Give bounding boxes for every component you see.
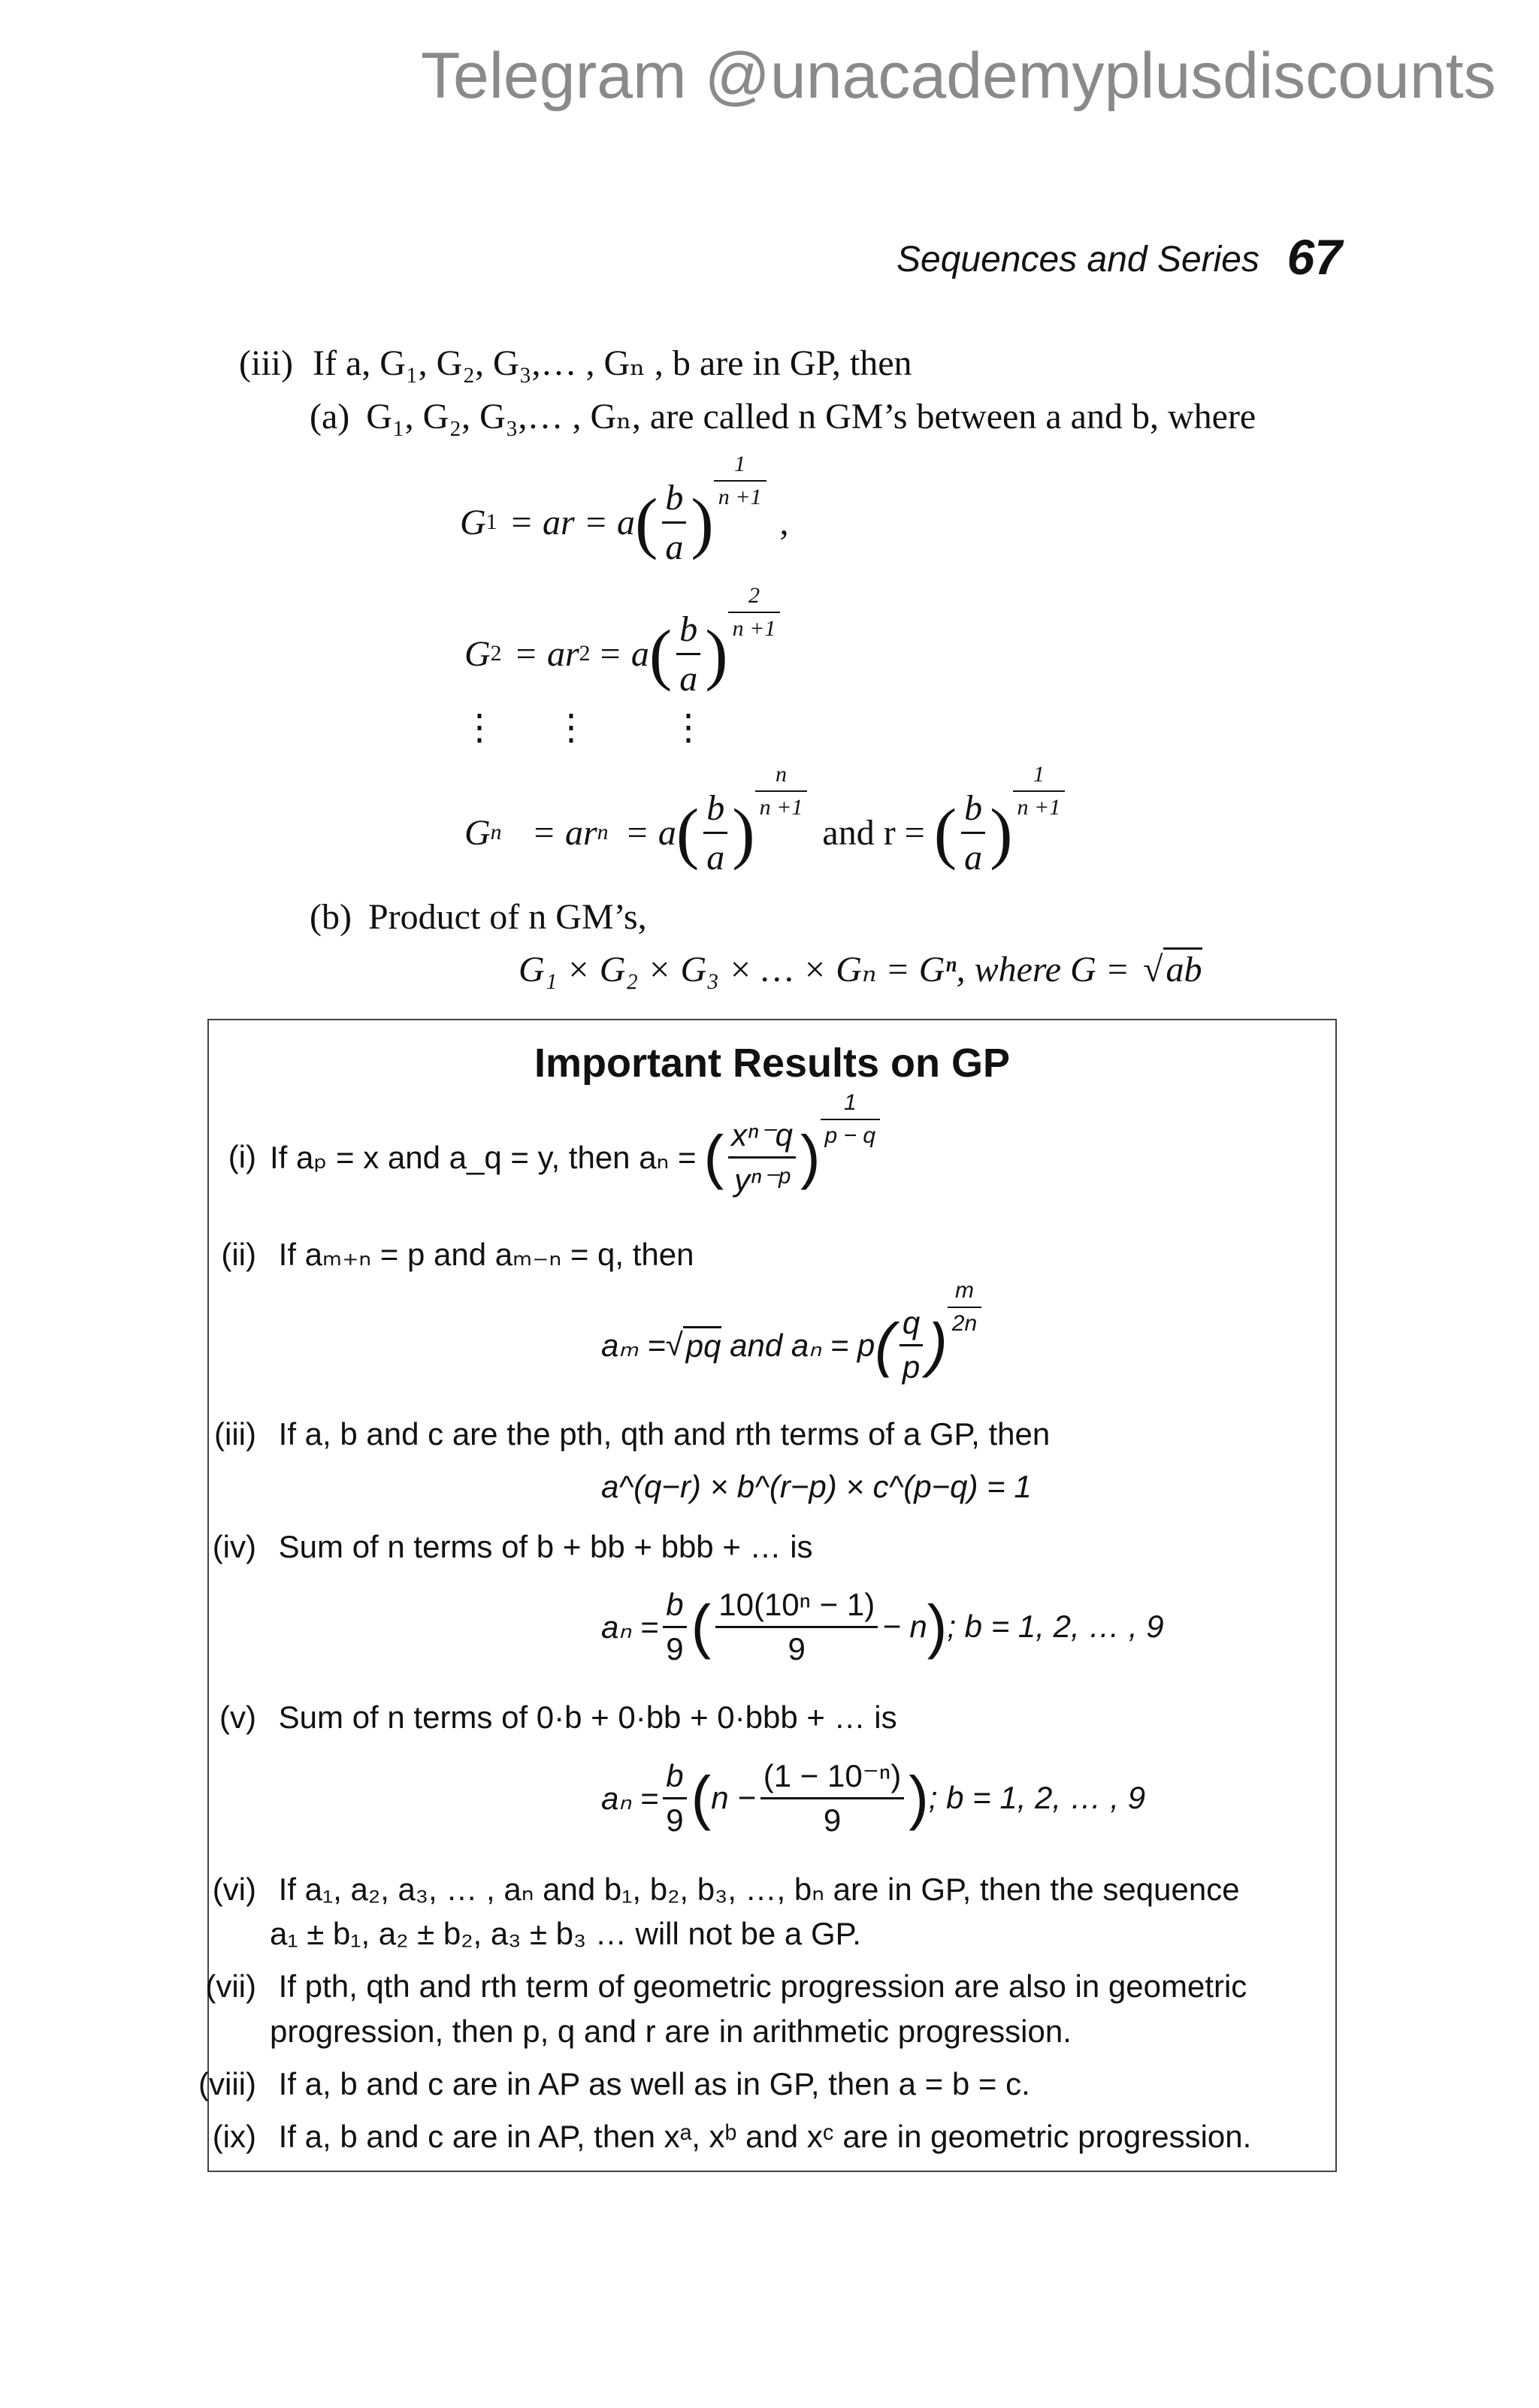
result-iv-coeff-den: 9 [666, 1630, 684, 1666]
result-label: (ii) [221, 1237, 256, 1272]
g1-exp-num: 1 [714, 452, 766, 482]
g2-mid: = ar [513, 633, 579, 674]
g1-fraction [662, 477, 686, 568]
result-iii [185, 1416, 1050, 1452]
result-ii-exponent [948, 1278, 981, 1337]
result-vii-line2: progression, then p, q and r are in arithmetic progression. [270, 2014, 1072, 2049]
item-label: (iii) [239, 343, 293, 383]
r-num: b [961, 787, 985, 834]
result-v-coeff-num: b [663, 1758, 686, 1799]
result-vi [185, 1871, 1240, 1908]
result-iv-inner-den: 9 [788, 1630, 806, 1666]
g2-den: a [679, 658, 698, 699]
result-iv-coeff [663, 1587, 686, 1667]
g2-sup: 2 [579, 641, 591, 666]
result-ii [185, 1236, 694, 1273]
gn-exponent [755, 762, 808, 820]
gn-mid2: = a [624, 812, 676, 853]
right-paren: ) [732, 794, 755, 871]
page-number: 67 [1287, 229, 1342, 285]
g1-mid: = ar = a [509, 502, 636, 542]
result-text: If a, b and c are the pth, qth and rth terms of a GP, then [278, 1416, 1051, 1452]
r-exp-num: 1 [1013, 762, 1066, 792]
result-text: If a, b and c are in AP, then xᵃ, xᵇ and xᶜ are in geometric progression. [278, 2119, 1252, 2154]
g1-sub: 1 [485, 509, 497, 534]
left-paren: ( [649, 615, 673, 692]
result-text: Sum of n terms of 0·b + 0·bb + 0·bbb + … is [278, 1699, 897, 1735]
intro-text: If a, G₁, G₂, G₃,… , Gₙ , b are in GP, then [312, 343, 912, 383]
box-title: Important Results on GP [534, 1041, 1011, 1086]
result-i-num: xⁿ⁻q [728, 1116, 796, 1159]
result-ii-den: p [902, 1349, 921, 1385]
result-i-fraction [728, 1116, 796, 1198]
left-paren: ( [635, 484, 658, 560]
right-paren: ) [990, 794, 1013, 871]
result-iv-inner-num: 10(10ⁿ − 1) [715, 1587, 878, 1628]
product-sqrt: ab [1163, 947, 1202, 989]
result-ix [185, 2119, 1251, 2155]
result-ii-a: aₘ = [601, 1327, 666, 1363]
gn-exp-den: n +1 [759, 795, 803, 820]
r-fraction [961, 787, 985, 878]
part-b-label: (b) [310, 897, 352, 937]
result-iv-lhs: aₙ = [601, 1609, 659, 1645]
result-i-exp-num: 1 [821, 1090, 881, 1120]
result-v-coeff-den: 9 [666, 1802, 684, 1838]
equation-g2 [464, 583, 780, 710]
r-den: a [964, 837, 983, 878]
result-iv-inner [715, 1587, 878, 1667]
right-paren: ) [705, 615, 728, 692]
part-a [310, 395, 1256, 437]
result-label: (ix) [212, 2119, 256, 2154]
g2-exp-den: n +1 [732, 616, 776, 641]
g1-lhs: G [460, 502, 486, 542]
result-i-den: yⁿ⁻ᵖ [734, 1162, 790, 1198]
result-text: If a₁, a₂, a₃, … , aₙ and b₁, b₂, b₃, …, bₙ are in GP, then the sequence [278, 1872, 1240, 1907]
result-ii-b: and aₙ = p [721, 1327, 875, 1363]
left-paren: ( [933, 794, 957, 871]
result-text: If aₘ₊ₙ = p and aₘ₋ₙ = q, then [278, 1237, 694, 1272]
result-iii-formula: a^(q−r) × b^(r−p) × c^(p−q) = 1 [601, 1469, 1032, 1504]
result-i [185, 1090, 880, 1217]
result-text: Sum of n terms of b + bb + bbb + … is [278, 1529, 813, 1564]
result-i-exp-den: p − q [824, 1123, 876, 1148]
result-ii-formula: aₘ = √ pq and aₙ = p ( $\frac{q}{p}$ ) $\frac{m}{2n}$ [601, 1289, 981, 1401]
result-label: (iv) [212, 1529, 256, 1564]
product-formula: G₁ × G₂ × G₃ × … × Gₙ = Gⁿ, where G = √ab [519, 948, 1202, 990]
left-paren: ( [691, 1593, 712, 1660]
result-ii-exp-num: m [948, 1278, 981, 1308]
gn-den: a [706, 837, 725, 878]
result-label: (i) [228, 1139, 256, 1174]
g1-exp-den: n +1 [718, 485, 762, 509]
g1-num: b [662, 477, 686, 524]
part-b [310, 896, 647, 938]
product-text: G₁ × G₂ × G₃ × … × Gₙ = Gⁿ, where G = [519, 950, 1130, 989]
result-vii [185, 1968, 1247, 2005]
g2-sub: 2 [490, 641, 502, 666]
section-intro [239, 342, 912, 384]
result-v-inner-head: n − [711, 1780, 756, 1815]
left-paren: ( [676, 794, 700, 871]
gn-num: b [703, 787, 727, 834]
left-paren: ( [691, 1764, 712, 1831]
g1-trail: , [779, 502, 789, 542]
g1-den: a [665, 527, 684, 567]
result-ii-sqrt: pq [683, 1326, 721, 1364]
result-v-lhs: aₙ = [601, 1780, 659, 1816]
r-exponent [1013, 762, 1066, 820]
gn-mid: = ar [531, 812, 597, 853]
vdots-2: ⋮ [553, 708, 589, 748]
g2-mid2: = a [597, 633, 649, 674]
gn-sub: n [490, 820, 502, 844]
right-paren: ) [927, 1311, 948, 1378]
result-label: (iii) [214, 1416, 256, 1452]
result-v-formula [601, 1742, 1145, 1854]
result-i-exponent [821, 1090, 881, 1149]
result-v-inner-num: (1 − 10⁻ⁿ) [760, 1757, 904, 1799]
left-paren: ( [703, 1123, 724, 1190]
watermark: Telegram @unacademyplusdiscounts [421, 40, 1496, 112]
right-paren: ) [691, 484, 714, 560]
result-label: (viii) [198, 2066, 256, 2101]
vdots-3: ⋮ [670, 708, 706, 748]
result-ii-exp-den: 2n [951, 1311, 978, 1336]
result-ii-fraction [900, 1305, 923, 1385]
equation-g1 [460, 452, 789, 579]
part-a-text: G₁, G₂, G₃,… , Gₙ, are called n GM’s between a and b, where [366, 397, 1256, 437]
gn-lhs: G [464, 812, 491, 853]
right-paren: ) [927, 1593, 948, 1660]
left-paren: ( [875, 1311, 895, 1378]
result-vi-line2: a₁ ± b₁, a₂ ± b₂, a₃ ± b₃ … will not be a GP. [270, 1916, 861, 1951]
result-label: (v) [219, 1699, 256, 1735]
result-iv-inner-tail: − n [882, 1609, 927, 1644]
g2-exponent [728, 583, 781, 642]
gn-exp-num: n [755, 762, 808, 792]
result-label: (vi) [212, 1872, 256, 1907]
result-iv-formula [601, 1570, 1164, 1683]
part-b-text: Product of n GM’s, [367, 897, 647, 937]
right-paren: ) [909, 1764, 929, 1831]
vdots-1: ⋮ [461, 708, 497, 748]
result-text: If pth, qth and rth term of geometric progression are also in geometric [278, 1968, 1247, 2004]
g2-num: b [676, 609, 700, 655]
result-iv-coeff-num: b [663, 1587, 686, 1628]
gn-sup: n [597, 820, 609, 844]
result-ii-num: q [900, 1305, 923, 1346]
running-head: Sequences and Series [896, 240, 1259, 279]
g2-lhs: G [464, 633, 491, 674]
result-text: If a, b and c are in AP as well as in GP, then a = b = c. [278, 2066, 1030, 2101]
result-v [185, 1699, 897, 1736]
g2-fraction [676, 609, 700, 699]
g1-exponent [714, 452, 766, 510]
result-text: If aₚ = x and a_q = y, then aₙ = [270, 1139, 697, 1175]
equation-gn [464, 762, 1065, 889]
right-paren: ) [800, 1123, 821, 1190]
result-v-inner [760, 1757, 904, 1838]
result-iv-tail: ; b = 1, 2, … , 9 [947, 1609, 1164, 1644]
result-v-coeff [663, 1758, 686, 1838]
result-iv [185, 1529, 813, 1565]
result-v-inner-den: 9 [823, 1802, 842, 1838]
r-exp-den: n +1 [1017, 795, 1061, 820]
result-viii [185, 2066, 1030, 2102]
result-label: (vii) [205, 1968, 256, 2004]
result-v-tail: ; b = 1, 2, … , 9 [928, 1780, 1146, 1815]
gn-and-r: and r = [822, 812, 925, 853]
part-a-label: (a) [310, 397, 350, 437]
g2-exp-num: 2 [728, 583, 781, 613]
gn-fraction [703, 787, 727, 878]
